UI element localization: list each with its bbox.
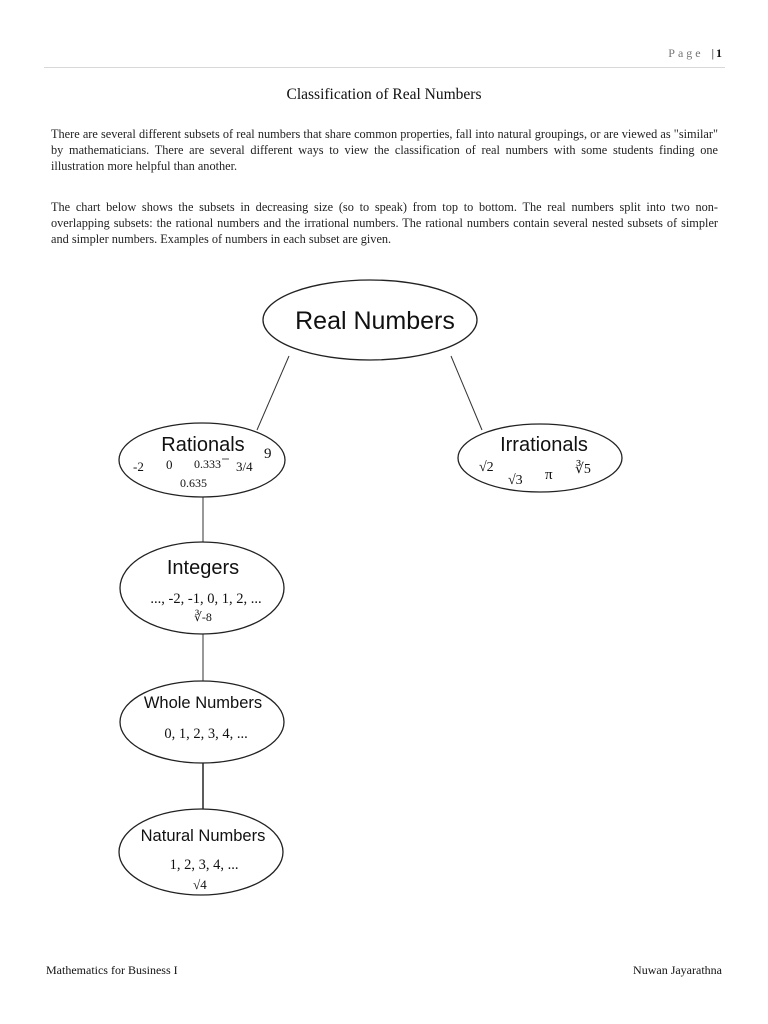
rationals-example-decimal: 0.635 (180, 476, 207, 490)
node-rationals (119, 423, 285, 497)
rationals-example-nine: 9 (264, 446, 272, 462)
node-integers (120, 542, 284, 634)
integers-example-cbrt-neg8: ∛-8 (194, 610, 212, 624)
node-natural-numbers (119, 809, 283, 895)
natural-numbers-example-sqrt4: √4 (193, 877, 207, 892)
irrationals-example-pi: π (545, 467, 553, 483)
rationals-example-fraction: 3/4 (236, 459, 253, 474)
rationals-label: Rationals (161, 434, 245, 456)
footer-course-title: Mathematics for Business I (46, 963, 178, 977)
irrationals-example-sqrt2: √2 (479, 460, 494, 475)
page-label: Page (668, 46, 704, 60)
node-real-numbers (263, 280, 477, 360)
natural-numbers-examples: 1, 2, 3, 4, ... (169, 857, 239, 873)
whole-numbers-label: Whole Numbers (143, 694, 263, 712)
irrationals-example-cbrt5: ∛5 (575, 462, 591, 477)
footer-author: Nuwan Jayarathna (633, 963, 722, 977)
rationals-example-zero: 0 (166, 457, 173, 472)
connector-real-rationals (257, 356, 289, 430)
natural-numbers-label: Natural Numbers (140, 827, 266, 845)
integers-examples: ..., -2, -1, 0, 1, 2, ... (150, 591, 262, 607)
irrationals-label: Irrationals (500, 434, 588, 456)
real-numbers-label: Real Numbers (295, 307, 455, 335)
page-title: Classification of Real Numbers (286, 86, 482, 103)
connector-real-irrationals (451, 356, 482, 430)
rationals-example-repeating: 0.333 (194, 457, 221, 471)
irrationals-example-sqrt3: √3 (508, 473, 523, 488)
integers-label: Integers (166, 557, 240, 579)
page-number: 1 (716, 46, 722, 60)
page-separator: | (711, 46, 714, 60)
rationals-example-neg2: -2 (133, 459, 144, 474)
whole-numbers-examples: 0, 1, 2, 3, 4, ... (164, 726, 248, 742)
node-irrationals (458, 424, 622, 492)
chart-description-paragraph: The chart below shows the subsets in decreasing size (so to speak) from top to bottom. The real numbers split into two non-overlapping subsets: the rational numbers and the irrational numbers. The rational numbers contain several nested subsets of simpler and simpler numbers. Examples of numbers in each subset are given. (51, 200, 718, 246)
intro-paragraph: There are several different subsets of real numbers that share common properties, fall into natural groupings, or are viewed as "similar" by mathematicians. There are several different ways to view the classification of real numbers with some students finding one illustration more helpful than another. (51, 127, 718, 173)
node-whole-numbers (120, 681, 284, 763)
